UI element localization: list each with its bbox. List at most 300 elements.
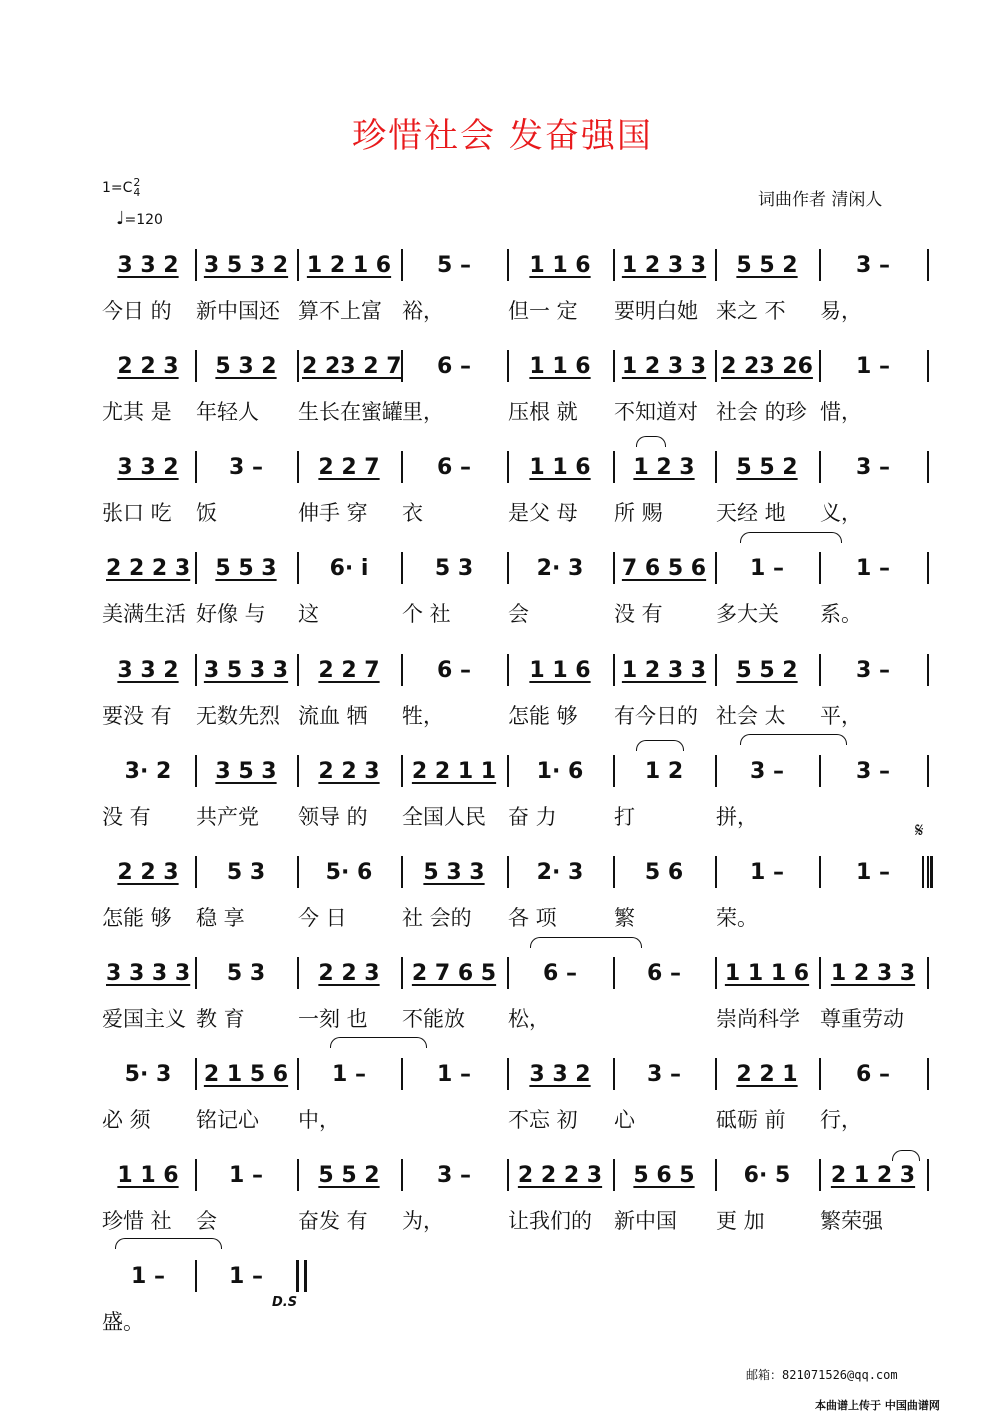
measure-notes: 6 –: [437, 353, 471, 379]
lyric-text: 盛。: [102, 1310, 144, 1334]
measure: [302, 452, 396, 482]
score-row: [0, 1256, 1005, 1356]
measure-notes: 1 2 3: [633, 454, 695, 480]
time-signature: 2 4: [133, 176, 141, 199]
bar-line: [715, 654, 717, 686]
bar-line: [297, 552, 299, 584]
lyric-text: 易，: [820, 299, 862, 323]
measure: [720, 756, 814, 786]
measure-notes: 1 –: [856, 859, 890, 885]
lyric-text: 系。: [820, 602, 862, 626]
measure: [512, 655, 608, 685]
measure-notes: 2 1 5 6: [203, 1061, 289, 1087]
lyric-text: 衣: [402, 501, 423, 525]
measure: [824, 452, 922, 482]
lyric-text: 让我们的: [508, 1209, 592, 1233]
measure: [406, 452, 502, 482]
tie-arc: [636, 740, 684, 751]
lyric-text: 松，: [508, 1007, 550, 1031]
bar-line: [507, 856, 509, 888]
footer-email: 邮箱：821071526@qq.com: [746, 1368, 898, 1382]
measure-notes: 2 2 2 3: [517, 1162, 603, 1188]
measure-notes: 1 –: [750, 859, 784, 885]
bar-line: [715, 957, 717, 989]
measure: [106, 958, 190, 988]
measure: [302, 351, 402, 381]
lyric-text: 是父 母: [508, 501, 578, 525]
measure: [406, 1160, 502, 1190]
measure-notes: 1 1 6: [117, 1162, 179, 1188]
measure: [200, 250, 292, 280]
measure: [512, 452, 608, 482]
lyric-text: 不忘 初: [508, 1108, 578, 1132]
lyric-text: 尤其 是: [102, 400, 172, 424]
bar-line: [401, 856, 403, 888]
lyric-text: 生长在蜜罐: [298, 400, 403, 424]
measure: [824, 250, 922, 280]
measure: [406, 857, 502, 887]
measure: [200, 857, 292, 887]
bar-line: [715, 350, 717, 382]
measure-notes: 2 23 26: [721, 353, 813, 379]
measure-notes: 5 –: [437, 252, 471, 278]
measure-notes: 6 –: [647, 960, 681, 986]
lyric-text: 社会 的珍: [716, 400, 807, 424]
measure: [406, 250, 502, 280]
lyric-text: 天经 地: [716, 501, 786, 525]
bar-line: [297, 1159, 299, 1191]
measure: [618, 1059, 710, 1089]
bar-line: [401, 552, 403, 584]
lyric-text: 教 育: [196, 1007, 245, 1031]
bar-line: [927, 350, 929, 382]
bar-line: [613, 552, 615, 584]
bar-line: [613, 755, 615, 787]
measure-notes: 2 23 2 7: [302, 353, 402, 379]
bar-line: [927, 451, 929, 483]
lyric-text: 压根 就: [508, 400, 578, 424]
bar-line: [401, 1058, 403, 1090]
bar-line: [613, 249, 615, 281]
lyric-text: 怎能 够: [102, 906, 172, 930]
tie-arc: [892, 1150, 920, 1161]
measure-notes: 3 –: [856, 252, 890, 278]
lyric-text: 铭记心: [196, 1108, 259, 1132]
measure: [824, 1059, 922, 1089]
measure: [302, 1059, 396, 1089]
measure: [720, 655, 814, 685]
lyric-text: 要明白她: [614, 299, 698, 323]
measure: [106, 756, 190, 786]
measure: [512, 756, 608, 786]
lyric-text: 砥砺 前: [716, 1108, 786, 1132]
bar-line: [401, 249, 403, 281]
tempo-marking: ♩=120: [116, 208, 163, 229]
measure-notes: 1 1 6: [529, 657, 591, 683]
bar-line: [819, 350, 821, 382]
bar-line: [195, 856, 197, 888]
lyric-text: 饭: [196, 501, 217, 525]
bar-line: [195, 552, 197, 584]
measure-notes: 1 –: [229, 1162, 263, 1188]
measure: [512, 351, 608, 381]
measure: [824, 756, 922, 786]
bar-line: [401, 654, 403, 686]
lyric-text: 爱国主义: [102, 1007, 186, 1031]
measure: [512, 1160, 608, 1190]
bar-line: [927, 1058, 929, 1090]
measure-notes: 6· i: [329, 555, 369, 581]
measure: [824, 1160, 922, 1190]
bar-line: [715, 755, 717, 787]
measure: [512, 553, 608, 583]
quarter-note-icon: ♩: [116, 208, 125, 229]
measure-notes: 2 2 1 1: [411, 758, 497, 784]
measure: [106, 1261, 190, 1291]
measure: [512, 857, 608, 887]
measure: [618, 250, 710, 280]
lyric-text: 不知道对: [614, 400, 698, 424]
measure: [406, 553, 502, 583]
bar-line: [195, 755, 197, 787]
measure-notes: 5 6: [644, 859, 684, 885]
measure: [824, 553, 922, 583]
measure: [618, 553, 710, 583]
measure-notes: 1 –: [332, 1061, 366, 1087]
lyric-text: 领导 的: [298, 805, 368, 829]
tie-arc: [740, 734, 847, 745]
lyric-text: 全国人民: [402, 805, 486, 829]
tie-arc: [740, 532, 842, 543]
measure-notes: 5 3 2: [215, 353, 277, 379]
measure-notes: 2 2 3: [318, 758, 380, 784]
measure: [200, 1059, 292, 1089]
lyric-text: 行，: [820, 1108, 862, 1132]
bar-line: [819, 654, 821, 686]
ds-marking: D.S: [272, 1295, 298, 1310]
measure-notes: 6 –: [543, 960, 577, 986]
measure-notes: 6 –: [437, 657, 471, 683]
lyric-text: 多大关: [716, 602, 779, 626]
bar-line: [715, 552, 717, 584]
bar-line: [195, 249, 197, 281]
key-label: 1=C: [102, 180, 133, 196]
measure: [720, 1059, 814, 1089]
measure: [824, 351, 922, 381]
measure-notes: 3 5 3: [215, 758, 277, 784]
measure: [406, 1059, 502, 1089]
measure: [618, 351, 710, 381]
measure: [824, 958, 922, 988]
measure: [200, 1261, 292, 1291]
bar-line: [613, 350, 615, 382]
tie-arc: [530, 937, 642, 948]
measure-notes: 3 3 3 3: [106, 960, 191, 986]
measure-notes: 1 –: [437, 1061, 471, 1087]
score-row: [0, 1054, 1005, 1154]
measure-notes: 2 2 7: [318, 657, 380, 683]
measure: [302, 250, 396, 280]
bar-line: [507, 451, 509, 483]
bar-line: [507, 552, 509, 584]
measure-notes: 3 5 3 2: [203, 252, 289, 278]
bar-line: [819, 1159, 821, 1191]
measure: [302, 553, 396, 583]
tie-arc: [115, 1238, 222, 1249]
measure-notes: 3· 2: [124, 758, 172, 784]
measure-notes: 1 2 3 3: [621, 353, 707, 379]
lyric-text: 牲，: [402, 704, 444, 728]
lyric-text: 尊重劳动: [820, 1007, 904, 1031]
measure-notes: 3 –: [750, 758, 784, 784]
bar-line: [715, 451, 717, 483]
measure-notes: 5· 3: [124, 1061, 172, 1087]
measure-notes: 1 2 3 3: [621, 252, 707, 278]
measure: [200, 452, 292, 482]
measure: [406, 958, 502, 988]
bar-line: [613, 957, 615, 989]
measure-notes: 3 –: [437, 1162, 471, 1188]
measure: [720, 1160, 814, 1190]
lyric-text: 荣。: [716, 906, 758, 930]
measure-notes: 2 2 3: [318, 960, 380, 986]
bar-line: [715, 1058, 717, 1090]
measure: [302, 958, 396, 988]
bar-line: [297, 654, 299, 686]
lyric-text: 崇尚科学: [716, 1007, 800, 1031]
lyric-text: 新中国还: [196, 299, 280, 323]
bar-line: [507, 755, 509, 787]
bar-line: [297, 957, 299, 989]
lyric-text: 稳 享: [196, 906, 245, 930]
measure-notes: 1 1 6: [529, 252, 591, 278]
measure-notes: 1 2 1 6: [306, 252, 392, 278]
measure: [106, 553, 190, 583]
bar-line: [715, 856, 717, 888]
lyric-text: 没 有: [614, 602, 663, 626]
measure: [200, 655, 292, 685]
bar-line: [819, 856, 821, 888]
measure-notes: 5 5 2: [318, 1162, 380, 1188]
measure: [618, 756, 710, 786]
measure-notes: 3 3 2: [529, 1061, 591, 1087]
lyric-text: 算不上富: [298, 299, 382, 323]
bar-line: [927, 1159, 929, 1191]
bar-line: [613, 856, 615, 888]
bar-line: [819, 755, 821, 787]
score-row: [0, 548, 1005, 648]
score-row: [0, 346, 1005, 446]
author-credit: 词曲作者 清闲人: [758, 190, 883, 210]
measure: [512, 958, 608, 988]
bar-line: [507, 249, 509, 281]
lyric-text: 美满生活: [102, 602, 186, 626]
measure-notes: 3 –: [856, 454, 890, 480]
lyric-text: 中，: [298, 1108, 340, 1132]
measure: [720, 553, 814, 583]
measure-notes: 1· 6: [536, 758, 584, 784]
lyric-text: 怎能 够: [508, 704, 578, 728]
measure-notes: 3 3 2: [117, 657, 179, 683]
measure: [720, 958, 814, 988]
lyric-text: 但一 定: [508, 299, 578, 323]
lyric-text: 好像 与: [196, 602, 266, 626]
lyric-text: 更 加: [716, 1209, 765, 1233]
measure: [618, 452, 710, 482]
measure: [200, 756, 292, 786]
measure: [824, 857, 922, 887]
bar-line: [927, 957, 929, 989]
measure-notes: 2 2 2 3: [106, 555, 191, 581]
measure-notes: 5 3: [226, 859, 266, 885]
measure-notes: 1 –: [131, 1263, 165, 1289]
lyric-text: 奋 力: [508, 805, 557, 829]
measure: [720, 351, 814, 381]
bar-line: [715, 1159, 717, 1191]
measure-notes: 5 3: [434, 555, 474, 581]
bar-line: [715, 249, 717, 281]
measure: [302, 655, 396, 685]
measure: [106, 351, 190, 381]
lyric-text: 打: [614, 805, 635, 829]
bar-line: [195, 1058, 197, 1090]
measure-notes: 2 7 6 5: [411, 960, 497, 986]
bar-line: [507, 957, 509, 989]
bar-line: [507, 1058, 509, 1090]
tie-arc: [636, 436, 666, 447]
measure: [106, 1160, 190, 1190]
score-row: [0, 650, 1005, 750]
score-row: [0, 447, 1005, 547]
lyric-text: 义，: [820, 501, 862, 525]
measure-notes: 5 6 5: [633, 1162, 695, 1188]
bar-line: [927, 755, 929, 787]
bar-line: [195, 654, 197, 686]
measure-notes: 3 3 2: [117, 454, 179, 480]
measure: [200, 958, 292, 988]
lyric-text: 新中国: [614, 1209, 677, 1233]
measure-notes: 1 2: [644, 758, 684, 784]
measure-notes: 1 –: [856, 353, 890, 379]
measure: [512, 1059, 608, 1089]
measure-notes: 2 1 2 3: [830, 1162, 916, 1188]
lyric-text: 流血 牺: [298, 704, 368, 728]
lyric-text: 会: [196, 1209, 217, 1233]
measure: [200, 553, 292, 583]
bar-line: [401, 957, 403, 989]
measure-notes: 1 –: [856, 555, 890, 581]
lyric-text: 年轻人: [196, 400, 259, 424]
measure-notes: 2 2 3: [117, 859, 179, 885]
measure-notes: 5 3 3: [423, 859, 485, 885]
score-row: [0, 245, 1005, 345]
lyric-text: 伸手 穿: [298, 501, 368, 525]
lyric-text: 惜，: [820, 400, 862, 424]
measure-notes: 2 2 7: [318, 454, 380, 480]
lyric-text: 为，: [402, 1209, 444, 1233]
bar-line: [195, 350, 197, 382]
final-double-bar: [296, 1260, 307, 1292]
measure-notes: 2 2 3: [117, 353, 179, 379]
lyric-text: 今 日: [298, 906, 347, 930]
measure-notes: 7 6 5 6: [621, 555, 707, 581]
bar-line: [401, 755, 403, 787]
bar-line: [401, 1159, 403, 1191]
bar-line: [297, 1058, 299, 1090]
measure-notes: 6· 5: [743, 1162, 791, 1188]
lyric-text: 各 项: [508, 906, 557, 930]
measure-notes: 3 5 3 3: [203, 657, 289, 683]
measure: [200, 351, 292, 381]
measure: [618, 958, 710, 988]
bar-line: [195, 957, 197, 989]
bar-line: [819, 249, 821, 281]
lyric-text: 奋发 有: [298, 1209, 368, 1233]
lyric-text: 今日 的: [102, 299, 172, 323]
key-signature: [102, 178, 140, 198]
measure-notes: 2 2 1: [736, 1061, 798, 1087]
score-row: [0, 953, 1005, 1053]
measure-notes: 6 –: [437, 454, 471, 480]
bar-line: [297, 249, 299, 281]
bar-line: [297, 755, 299, 787]
bar-line: [297, 350, 299, 382]
measure-notes: 1 1 1 6: [724, 960, 810, 986]
bar-line: [613, 1058, 615, 1090]
lyric-text: 繁荣强: [820, 1209, 883, 1233]
bar-line: [195, 451, 197, 483]
bar-line: [819, 1058, 821, 1090]
lyric-text: 珍惜 社: [102, 1209, 172, 1233]
measure: [106, 857, 190, 887]
measure: [618, 857, 710, 887]
measure-notes: 2· 3: [536, 859, 584, 885]
bar-line: [297, 856, 299, 888]
measure: [406, 351, 502, 381]
measure-notes: 5 3: [226, 960, 266, 986]
segno-icon: 𝄋: [915, 818, 924, 842]
lyric-text: 心: [614, 1108, 635, 1132]
measure: [406, 655, 502, 685]
measure: [106, 655, 190, 685]
bar-line: [927, 654, 929, 686]
lyric-text: 平，: [820, 704, 862, 728]
measure-notes: 1 2 3 3: [830, 960, 916, 986]
measure-notes: 1 1 6: [529, 353, 591, 379]
measure: [302, 857, 396, 887]
lyric-text: 会: [508, 602, 529, 626]
measure-notes: 3 –: [647, 1061, 681, 1087]
measure: [106, 452, 190, 482]
lyric-text: 来之 不: [716, 299, 786, 323]
measure: [824, 655, 922, 685]
lyric-text: 社会 太: [716, 704, 786, 728]
measure: [720, 250, 814, 280]
lyric-text: 所 赐: [614, 501, 663, 525]
lyric-text: 拼，: [716, 805, 758, 829]
lyric-text: 社 会的: [402, 906, 472, 930]
measure-notes: 3 –: [856, 657, 890, 683]
bar-line: [819, 451, 821, 483]
bar-line: [927, 552, 929, 584]
measure-notes: 5 5 2: [736, 252, 798, 278]
measure-notes: 2· 3: [536, 555, 584, 581]
bar-line: [613, 451, 615, 483]
lyric-text: 一刻 也: [298, 1007, 368, 1031]
measure-notes: 1 2 3 3: [621, 657, 707, 683]
lyric-text: 有今日的: [614, 704, 698, 728]
measure-notes: 3 3 2: [117, 252, 179, 278]
